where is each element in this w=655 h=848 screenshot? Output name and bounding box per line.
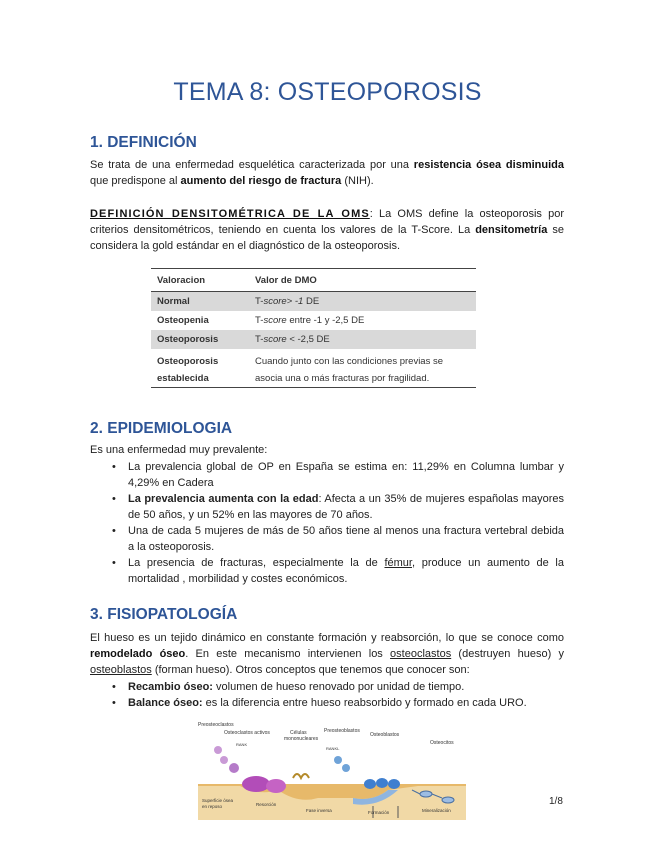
figure-label: RANK [236,742,248,747]
figure-label: Superficie ósea [202,798,234,803]
osteoclast-cell [266,779,286,793]
figure-label: mononucleares [284,736,319,742]
preosteoclast-cell [214,746,222,754]
preosteoclast-cell [220,756,228,764]
oms-definition-paragraph: DEFINICIÓN DENSITOMÉTRICA DE LA OMS: La OMS define la osteoporosis por criterios densitométricos, teniendo en cuenta los valores de la T-Score. La densitometría se considera la gold estándar en el diagnóstico de la osteoporosis. [90,208,564,252]
concepts-list [90,679,564,711]
section-heading-epidemiologia: 2. EPIDEMIOLOGIA [90,420,233,437]
section-heading-fisiopatologia: 3. FISIOPATOLOGÍA [90,606,238,623]
table-cell: Osteoporosis [151,330,249,349]
figure-label: Mineralización [422,808,451,813]
mononuclear-cell [293,774,309,778]
figure-label: Preosteoblastos [324,728,360,734]
table-cell: Osteoporosis establecida [151,349,249,388]
table-cell: Osteopenia [157,315,209,326]
table-cell: T-score> -1 DE [249,292,476,312]
physiopathology-paragraph: El hueso es un tejido dinámico en constante formación y reabsorción, lo que se conoce como remodelado óseo. En este mecanismo intervienen los osteoclastos (destruyen hueso) y osteoblastos (forman hueso). Otros conceptos que tenemos que conocer son: [90,632,564,676]
table-header-cell: Valoracion [151,269,249,292]
list-item: • Recambio óseo: volumen de hueso renovado por unidad de tiempo. [112,681,465,693]
osteoclast-cell [242,776,270,792]
table-cell: Normal [151,292,249,312]
table-row [151,330,476,349]
table-cell: Cuando junto con las condiciones previas se asocia una o más fracturas por fragilidad. [249,349,476,388]
figure-label: Formación [368,810,390,815]
list-item: • Una de cada 5 mujeres de más de 50 años tiene al menos una fractura vertebral debida a la osteoporosis. [112,525,564,553]
figure-label: Células [290,730,307,736]
section-heading-definicion: 1. DEFINICIÓN [90,134,197,151]
epidemiology-intro: Es una enfermedad muy prevalente: [90,444,268,456]
list-item: • Balance óseo: es la diferencia entre hueso reabsorbido y formado en cada URO. [112,697,527,709]
figure-label: RANKL [326,746,340,751]
table-header-row [151,269,476,292]
table-header-cell: Valor de DMO [249,269,476,292]
figure-label: Resorción [256,802,277,807]
figure-label: en reposo [202,804,223,809]
osteoblast-cells [364,778,400,789]
page-number: 1/8 [549,796,563,807]
figure-label: Preosteoclastos [198,722,234,728]
table-cell: T-score entre -1 y -2,5 DE [255,315,365,326]
table-row [151,349,476,388]
dmo-table [151,268,476,388]
figure-label: Osteoclastos activos [224,730,270,736]
figure-label: Fase inversa [306,808,332,813]
table-cell: T-score < -2,5 DE [249,330,476,349]
definition-paragraph: Se trata de una enfermedad esquelética caracterizada por una resistencia ósea disminuida que predispone al aumento del riesgo de fractura (NIH). [90,159,564,187]
list-item: • La prevalencia aumenta con la edad: Afecta a un 35% de mujeres españolas mayores de 50 años, y un 52% en las mayores de 70 años. [112,493,565,521]
page-title: TEMA 8: OSTEOPOROSIS [173,78,482,106]
table-row [151,292,476,312]
preosteoblast-cell [334,756,342,764]
list-item: • La prevalencia global de OP en España se estima en: 11,29% en Columna lumbar y 4,29% en Cadera [112,461,564,489]
list-item: • La presencia de fracturas, especialmente la de fémur, produce un aumento de la mortalidad , morbilidad y costes económicos. [112,557,564,585]
bone-remodeling-figure [198,720,466,820]
table-row [151,311,476,330]
epidemiology-list [90,459,564,587]
figure-label: Osteocitos [430,740,454,746]
preosteoblast-cell [342,764,350,772]
preosteoclast-cell [229,763,239,773]
figure-label: Osteoblastos [370,732,400,738]
